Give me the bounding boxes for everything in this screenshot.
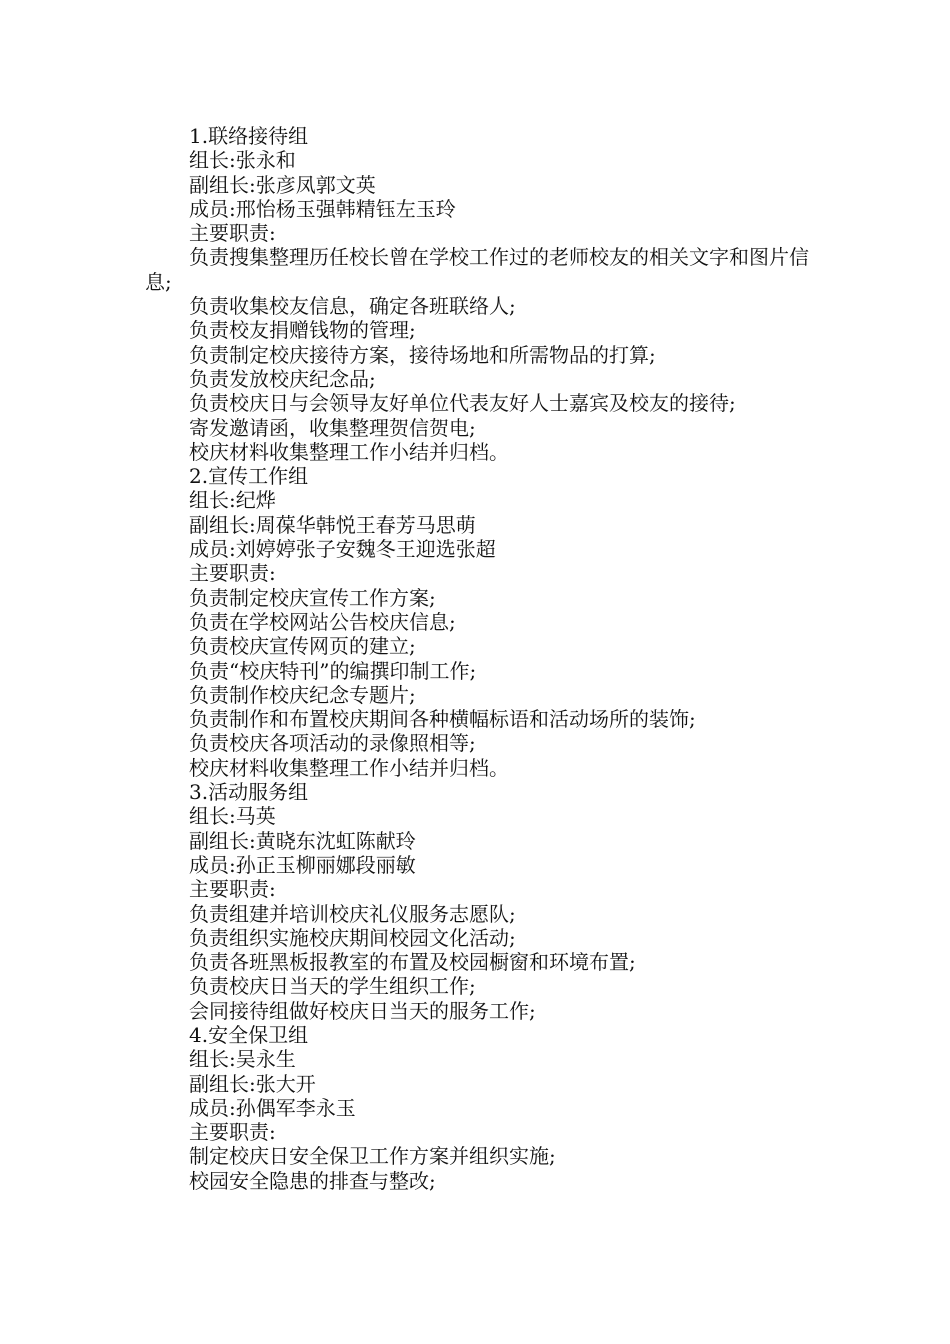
text-line: 副组长:黄晓东沈虹陈献玲 <box>189 828 416 853</box>
text-line: 负责制定校庆宣传工作方案; <box>189 585 436 610</box>
text-line: 负责校庆各项活动的录像照相等; <box>189 731 476 756</box>
text-line: 成员:孙正玉柳丽娜段丽敏 <box>189 852 416 877</box>
text-line: 组长:张永和 <box>189 148 296 173</box>
text-line: 会同接待组做好校庆日当天的服务工作; <box>189 998 536 1023</box>
text-line: 主要职责: <box>189 877 276 902</box>
text-line: 组长:吴永生 <box>189 1047 296 1072</box>
text-line: 负责制定校庆接待方案，接待场地和所需物品的打算; <box>189 342 656 367</box>
text-line: 主要职责: <box>189 1120 276 1145</box>
text-line: 负责制作校庆纪念专题片; <box>189 682 416 707</box>
document-body <box>145 124 810 1193</box>
text-line: 组长:马英 <box>189 804 276 829</box>
section-title-activity-service: 3.活动服务组 <box>189 780 309 805</box>
text-line: 负责校庆宣传网页的建立; <box>189 634 416 659</box>
text-line: 副组长:周葆华韩悦王春芳马思萌 <box>189 512 476 537</box>
text-line: 负责发放校庆纪念品; <box>189 366 376 391</box>
text-line: 负责“校庆特刊”的编撰印制工作; <box>189 658 477 683</box>
text-line: 主要职责: <box>189 561 276 586</box>
text-line: 成员:刘婷婷张子安魏冬王迎选张超 <box>189 537 496 562</box>
text-line: 负责搜集整理历任校长曾在学校工作过的老师校友的相关文字和图片信息; <box>145 245 809 294</box>
text-line: 校园安全隐患的排查与整改; <box>189 1168 436 1193</box>
text-line: 负责制作和布置校庆期间各种横幅标语和活动场所的装饰; <box>189 707 696 732</box>
text-line: 负责校庆日当天的学生组织工作; <box>189 974 476 999</box>
text-line: 主要职责: <box>189 221 276 246</box>
text-line: 制定校庆日安全保卫工作方案并组织实施; <box>189 1144 556 1169</box>
section-title-security: 4.安全保卫组 <box>189 1022 309 1047</box>
text-line: 成员:孙偶军李永玉 <box>189 1095 356 1120</box>
text-line: 组长:纪烨 <box>189 488 276 513</box>
text-line: 负责校庆日与会领导友好单位代表友好人士嘉宾及校友的接待; <box>189 391 736 416</box>
text-line: 负责各班黑板报教室的布置及校园橱窗和环境布置; <box>189 950 636 975</box>
text-line: 副组长:张彦凤郭文英 <box>189 172 376 197</box>
text-line: 负责在学校网站公告校庆信息; <box>189 609 456 634</box>
text-line: 校庆材料收集整理工作小结并归档。 <box>189 755 509 780</box>
text-line: 负责收集校友信息，确定各班联络人; <box>189 294 516 319</box>
text-line: 副组长:张大开 <box>189 1071 316 1096</box>
text-line: 寄发邀请函，收集整理贺信贺电; <box>189 415 476 440</box>
text-line: 成员:邢怡杨玉强韩精钰左玉玲 <box>189 196 456 221</box>
text-line: 负责组织实施校庆期间校园文化活动; <box>189 925 516 950</box>
section-title-liaison: 1.联络接待组 <box>189 124 309 148</box>
text-line: 负责组建并培训校庆礼仪服务志愿队; <box>189 901 516 926</box>
text-line: 校庆材料收集整理工作小结并归档。 <box>189 439 509 464</box>
section-title-publicity: 2.宣传工作组 <box>189 464 309 489</box>
text-line: 负责校友捐赠钱物的管理; <box>189 318 416 343</box>
